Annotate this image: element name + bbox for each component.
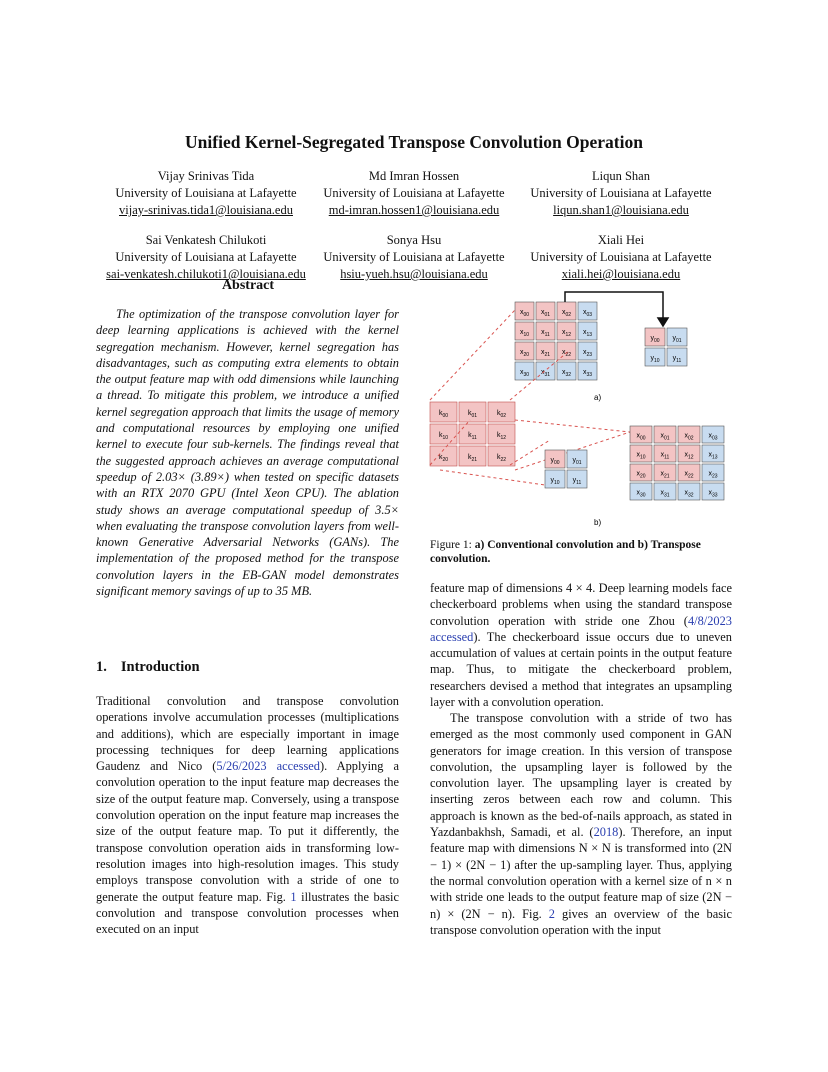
author-email[interactable]: xiali.hei@louisiana.edu: [561, 267, 681, 281]
caption-text: a) Conventional convolution and b) Transpose convolution.: [430, 539, 701, 565]
intro-paragraph: [96, 693, 399, 937]
figure-1-diagram: [420, 290, 740, 530]
text-run: ). The checkerboard issue occurs due to uneven accumulation of values at certain points in the output feature map. Thus, to mitigate the checkerboard problem, researchers devised a method that integrates an upsampling layer with a convolution operation.: [430, 629, 732, 710]
matrix-cell: [488, 424, 515, 444]
matrix-cell-label: $x_{31}$: [660, 489, 670, 499]
figure-label-a: a): [594, 393, 602, 402]
abstract-heading: Abstract: [221, 278, 275, 293]
matrix-cell-label: $x_{03}$: [708, 432, 718, 442]
author-affiliation: University of Louisiana at Lafayette: [323, 186, 505, 200]
matrix-cell-label: $y_{00}$: [650, 335, 660, 344]
matrix-cell-label: $x_{12}$: [684, 451, 694, 461]
text-run: The transpose convolution with a stride of two has emerged as the most commonly used component in GAN generators for image creation. In this version of transpose convolution, the upsampling layer is followed by the convolution layer. The upsampling layer is created by inserting zeros between each row and column. This approach is known as the bed-of-nails approach, as stated in Yazdanbakhsh, Samadi, et al. (: [430, 711, 732, 840]
caption-prefix: Figure 1:: [430, 539, 475, 551]
matrix-cell-label: $x_{13}$: [708, 451, 718, 461]
matrix-cell-label: $x_{23}$: [582, 349, 593, 358]
matrix-cell: [430, 446, 457, 466]
author-email[interactable]: hsiu-yueh.hsu@louisiana.edu: [340, 267, 488, 281]
author-affiliation: University of Louisiana at Lafayette: [115, 250, 297, 264]
text-run: illustrates the basic convolution and transpose convolution processes when executed on an input: [96, 889, 399, 937]
matrix-cell-label: $x_{01}$: [540, 309, 551, 318]
matrix-cell: [430, 424, 457, 444]
author-name: Xiali Hei: [597, 233, 645, 247]
text-run: gives an overview of the basic transpose convolution operation with the input: [430, 906, 732, 937]
citation-link[interactable]: 4/8/2023 accessed: [430, 613, 732, 644]
author-affiliation: University of Louisiana at Lafayette: [323, 250, 505, 264]
output-matrix-a: [645, 328, 687, 366]
matrix-cell-label: $x_{20}$: [519, 349, 530, 358]
paper-title: Unified Kernel-Segregated Transpose Convolution Operation: [185, 132, 643, 152]
section-heading: [96, 659, 214, 676]
author-block-3: [522, 168, 720, 219]
author-name: Vijay Srinivas Tida: [157, 169, 255, 183]
matrix-cell-label: $k_{22}$: [496, 454, 507, 463]
right-paragraph-2: [430, 710, 732, 938]
matrix-cell-label: $x_{00}$: [636, 432, 646, 442]
figure-label-b: b): [594, 518, 602, 527]
citation-link[interactable]: 2018: [593, 825, 619, 840]
kernel-matrix: [430, 402, 515, 466]
citation-link[interactable]: 5/26/2023 accessed: [216, 759, 321, 774]
text-run: ). Therefore, an input feature map with dimensions N × N is transformed into (2N − 1) × (2N − 1) after the up-sampling layer. Thus, applying the normal convolution operation with a kernel size of n × n with stride one leads to the output feature map of size (2N − n) × (2N − n). Fig.: [430, 825, 732, 921]
text-run: feature map of dimensions 4 × 4. Deep learning models face checkerboard problems when using the standard transpose convolution operation with stride one Zhou (: [430, 581, 732, 628]
matrix-cell-label: $k_{00}$: [438, 410, 449, 419]
input-matrix-a: [515, 302, 597, 380]
matrix-cell-label: $x_{02}$: [684, 432, 694, 442]
text-run: Traditional convolution and transpose convolution operations involve accumulation processes (multiplications and additions), which are especially important in image processing techniques for deep learning applications Gaudenz and Nico (: [96, 694, 399, 774]
matrix-cell-label: $x_{33}$: [582, 369, 593, 378]
author-affiliation: University of Louisiana at Lafayette: [530, 250, 712, 264]
figure-ref-link[interactable]: 2: [548, 906, 555, 921]
matrix-cell-label: $x_{21}$: [540, 349, 551, 358]
matrix-cell-label: $x_{21}$: [660, 470, 670, 480]
matrix-cell-label: $k_{02}$: [496, 410, 507, 419]
matrix-cell-label: $k_{20}$: [438, 454, 449, 463]
author-name: Liqun Shan: [592, 169, 650, 183]
matrix-cell-label: $k_{12}$: [496, 432, 507, 441]
matrix-cell-label: $x_{10}$: [636, 451, 646, 461]
matrix-cell-label: $x_{23}$: [708, 470, 718, 480]
matrix-cell-label: $k_{01}$: [467, 410, 478, 419]
matrix-cell-label: $x_{02}$: [561, 309, 572, 318]
matrix-cell-label: $x_{32}$: [561, 369, 572, 378]
author-block-4: [96, 232, 316, 283]
author-name: Sonya Hsu: [386, 233, 442, 247]
figure-caption: [430, 539, 732, 566]
author-email[interactable]: sai-venkatesh.chilukoti1@louisiana.edu: [106, 267, 306, 281]
input-matrix-b: [545, 450, 587, 488]
matrix-cell-label: $y_{00}$: [550, 457, 560, 466]
matrix-cell-label: $y_{01}$: [672, 335, 682, 344]
matrix-cell: [430, 402, 457, 422]
author-block-5: [314, 232, 514, 283]
matrix-cell: [459, 446, 486, 466]
author-email[interactable]: vijay-srinivas.tida1@louisiana.edu: [119, 203, 293, 217]
matrix-cell: [488, 446, 515, 466]
matrix-cell-label: $x_{20}$: [636, 470, 646, 480]
matrix-cell-label: $x_{13}$: [582, 329, 593, 338]
matrix-cell-label: $y_{11}$: [572, 477, 582, 486]
matrix-cell-label: $x_{33}$: [708, 489, 718, 499]
matrix-cell-label: $x_{11}$: [541, 329, 550, 338]
matrix-cell-label: $k_{10}$: [438, 432, 449, 441]
matrix-cell-label: $x_{03}$: [582, 309, 593, 318]
figure-ref-link[interactable]: 1: [290, 889, 297, 904]
matrix-cell-label: $y_{01}$: [572, 457, 582, 466]
author-name: Md Imran Hossen: [368, 169, 460, 183]
author-block-1: [108, 168, 304, 219]
author-email[interactable]: liqun.shan1@louisiana.edu: [553, 203, 689, 217]
output-matrix-b: [630, 426, 724, 500]
abstract-text: The optimization of the transpose convolution layer for deep learning applications is achieved with the kernel segregation mechanism. However, kernel segregation has disadvantages, such as computing extra elements to obtain the output feature map with odd dimensions while launching a thread. To mitigate this problem, we introduce a unified kernel segregation approach that limits the usage of memory and computational resources by employing one unified kernel to execute four sub-kernels. The findings reveal that the suggested approach achieves an average computational speedup of 2.03× (3.89×) when tested on specific datasets with an RTX 2070 GPU (Intel Xeon CPU). The ablation study shows an average computational speedup of 3.5× when evaluating the transpose convolution layers from well-known Generative Adversarial Networks (GANs). The implementation of the proposed method for the transpose convolution layers in the EB-GAN model demonstrates significant memory savings of up to 35 MB.: [96, 307, 399, 599]
matrix-cell-label: $k_{11}$: [468, 432, 477, 441]
matrix-cell: [488, 402, 515, 422]
matrix-cell-label: $x_{30}$: [519, 369, 530, 378]
matrix-cell-label: $x_{22}$: [684, 470, 694, 480]
matrix-cell-label: $k_{21}$: [467, 454, 478, 463]
author-block-2: [314, 168, 514, 219]
matrix-cell: [459, 402, 486, 422]
section-title: Introduction: [120, 659, 200, 675]
matrix-cell: [459, 424, 486, 444]
matrix-cell-label: $y_{11}$: [672, 355, 682, 364]
matrix-cell-label: $x_{12}$: [561, 329, 572, 338]
author-block-6: [522, 232, 720, 283]
matrix-cell-label: $y_{10}$: [550, 477, 560, 486]
matrix-cell-label: $x_{22}$: [561, 349, 572, 358]
text-run: ). Applying a convolution operation to the input feature map decreases the size of the output feature map. Conversely, using a transpose convolution operation on the input feature map increases the size of the output feature map. To put it differently, the transpose convolution operation aids in transforming low-resolution images into high-resolution images. This study employs transpose convolution with a stride of one to generate the output feature map. Fig.: [96, 759, 400, 904]
matrix-cell-label: $x_{11}$: [660, 451, 670, 461]
author-affiliation: University of Louisiana at Lafayette: [115, 186, 297, 200]
section-number: 1.: [96, 659, 107, 675]
matrix-cell-label: $x_{00}$: [519, 309, 530, 318]
matrix-cell-label: $x_{30}$: [636, 489, 646, 499]
matrix-cell-label: $y_{10}$: [650, 355, 660, 364]
author-name: Sai Venkatesh Chilukoti: [145, 233, 267, 247]
right-paragraph-1: [430, 580, 732, 710]
author-email[interactable]: md-imran.hossen1@louisiana.edu: [328, 203, 500, 217]
author-affiliation: University of Louisiana at Lafayette: [530, 186, 712, 200]
matrix-cell-label: $x_{32}$: [684, 489, 694, 499]
matrix-cell-label: $x_{10}$: [519, 329, 530, 338]
matrix-cell-label: $x_{01}$: [660, 432, 670, 442]
matrix-cell-label: $x_{31}$: [540, 369, 551, 378]
